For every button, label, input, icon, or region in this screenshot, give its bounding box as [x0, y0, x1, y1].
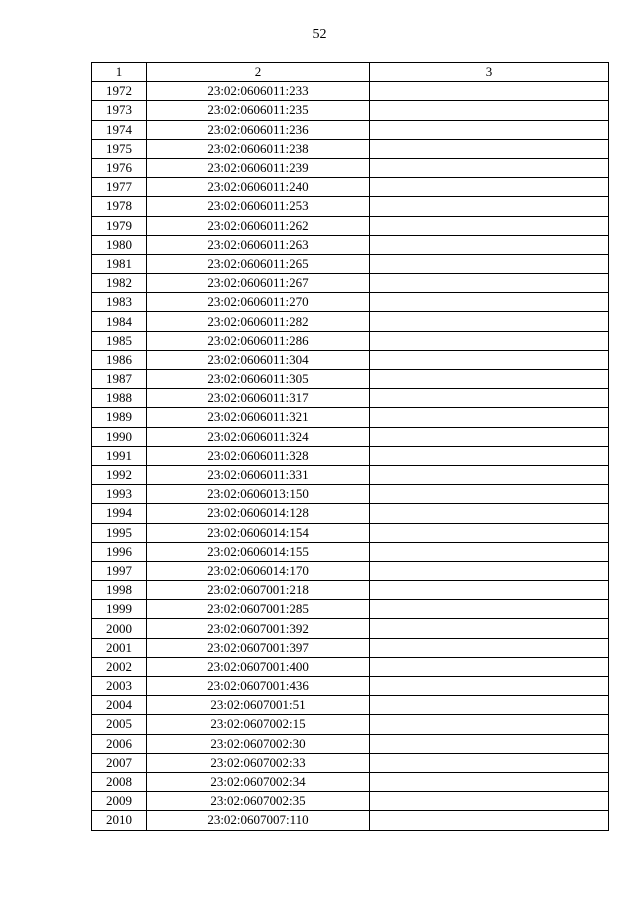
empty-cell — [370, 523, 609, 542]
cadastral-number-cell: 23:02:0606011:233 — [147, 82, 370, 101]
cadastral-number-cell: 23:02:0606011:304 — [147, 350, 370, 369]
table-row — [92, 715, 609, 734]
table-row — [92, 523, 609, 542]
empty-cell — [370, 293, 609, 312]
cadastral-number-cell: 23:02:0607001:392 — [147, 619, 370, 638]
row-number-cell: 2009 — [92, 792, 147, 811]
empty-cell — [370, 696, 609, 715]
row-number-cell: 1996 — [92, 542, 147, 561]
cadastral-number-cell: 23:02:0606011:286 — [147, 331, 370, 350]
table-row — [92, 120, 609, 139]
cadastral-number-cell: 23:02:0607002:33 — [147, 753, 370, 772]
row-number-cell: 2004 — [92, 696, 147, 715]
cadastral-number-cell: 23:02:0606011:240 — [147, 178, 370, 197]
table-row — [92, 254, 609, 273]
cadastral-number-cell: 23:02:0607002:34 — [147, 772, 370, 791]
empty-cell — [370, 312, 609, 331]
empty-cell — [370, 427, 609, 446]
cadastral-number-cell: 23:02:0606014:155 — [147, 542, 370, 561]
empty-cell — [370, 772, 609, 791]
row-number-cell: 1983 — [92, 293, 147, 312]
empty-cell — [370, 734, 609, 753]
table-row — [92, 657, 609, 676]
table-row — [92, 312, 609, 331]
row-number-cell: 1992 — [92, 465, 147, 484]
cadastral-number-cell: 23:02:0606011:321 — [147, 408, 370, 427]
empty-cell — [370, 101, 609, 120]
row-number-cell: 1989 — [92, 408, 147, 427]
table-row — [92, 197, 609, 216]
cadastral-number-cell: 23:02:0606011:236 — [147, 120, 370, 139]
column-header-3: 3 — [370, 63, 609, 82]
cadastral-number-cell: 23:02:0606011:262 — [147, 216, 370, 235]
empty-cell — [370, 331, 609, 350]
cadastral-number-cell: 23:02:0606014:170 — [147, 561, 370, 580]
cadastral-number-cell: 23:02:0606011:239 — [147, 158, 370, 177]
cadastral-number-cell: 23:02:0607001:436 — [147, 677, 370, 696]
empty-cell — [370, 600, 609, 619]
empty-cell — [370, 408, 609, 427]
table-row — [92, 101, 609, 120]
empty-cell — [370, 446, 609, 465]
table-row — [92, 216, 609, 235]
row-number-cell: 2007 — [92, 753, 147, 772]
empty-cell — [370, 657, 609, 676]
table-row — [92, 600, 609, 619]
empty-cell — [370, 216, 609, 235]
cadastral-number-cell: 23:02:0607001:400 — [147, 657, 370, 676]
row-number-cell: 1994 — [92, 504, 147, 523]
table-row — [92, 158, 609, 177]
empty-cell — [370, 197, 609, 216]
row-number-cell: 1997 — [92, 561, 147, 580]
cadastral-number-cell: 23:02:0606014:154 — [147, 523, 370, 542]
row-number-cell: 1975 — [92, 139, 147, 158]
table-header-row — [92, 63, 609, 82]
cadastral-number-cell: 23:02:0606011:331 — [147, 465, 370, 484]
data-table — [91, 62, 609, 831]
row-number-cell: 1993 — [92, 485, 147, 504]
row-number-cell: 1972 — [92, 82, 147, 101]
empty-cell — [370, 753, 609, 772]
row-number-cell: 1998 — [92, 581, 147, 600]
table-row — [92, 542, 609, 561]
empty-cell — [370, 504, 609, 523]
row-number-cell: 2010 — [92, 811, 147, 830]
table-row — [92, 235, 609, 254]
table-row — [92, 696, 609, 715]
cadastral-number-cell: 23:02:0607007:110 — [147, 811, 370, 830]
table-row — [92, 178, 609, 197]
table-row — [92, 408, 609, 427]
table-row — [92, 677, 609, 696]
empty-cell — [370, 350, 609, 369]
empty-cell — [370, 235, 609, 254]
empty-cell — [370, 465, 609, 484]
empty-cell — [370, 139, 609, 158]
row-number-cell: 2006 — [92, 734, 147, 753]
cadastral-number-cell: 23:02:0606011:263 — [147, 235, 370, 254]
row-number-cell: 1976 — [92, 158, 147, 177]
cadastral-number-cell: 23:02:0606011:238 — [147, 139, 370, 158]
cadastral-number-cell: 23:02:0606011:305 — [147, 370, 370, 389]
cadastral-number-cell: 23:02:0606011:270 — [147, 293, 370, 312]
empty-cell — [370, 792, 609, 811]
empty-cell — [370, 158, 609, 177]
row-number-cell: 2003 — [92, 677, 147, 696]
empty-cell — [370, 677, 609, 696]
row-number-cell: 1973 — [92, 101, 147, 120]
cadastral-number-cell: 23:02:0607002:30 — [147, 734, 370, 753]
table-row — [92, 561, 609, 580]
table-header — [92, 63, 609, 82]
empty-cell — [370, 178, 609, 197]
cadastral-number-cell: 23:02:0607002:15 — [147, 715, 370, 734]
empty-cell — [370, 561, 609, 580]
cadastral-number-cell: 23:02:0607002:35 — [147, 792, 370, 811]
empty-cell — [370, 811, 609, 830]
row-number-cell: 2000 — [92, 619, 147, 638]
empty-cell — [370, 254, 609, 273]
table-row — [92, 465, 609, 484]
row-number-cell: 1978 — [92, 197, 147, 216]
table-row — [92, 753, 609, 772]
table-row — [92, 792, 609, 811]
empty-cell — [370, 389, 609, 408]
row-number-cell: 1985 — [92, 331, 147, 350]
cadastral-number-cell: 23:02:0606011:267 — [147, 274, 370, 293]
table-row — [92, 293, 609, 312]
cadastral-number-cell: 23:02:0606011:253 — [147, 197, 370, 216]
empty-cell — [370, 542, 609, 561]
row-number-cell: 1980 — [92, 235, 147, 254]
table-row — [92, 772, 609, 791]
empty-cell — [370, 82, 609, 101]
row-number-cell: 1999 — [92, 600, 147, 619]
row-number-cell: 1987 — [92, 370, 147, 389]
empty-cell — [370, 120, 609, 139]
table-row — [92, 581, 609, 600]
column-header-2: 2 — [147, 63, 370, 82]
cadastral-number-cell: 23:02:0606013:150 — [147, 485, 370, 504]
row-number-cell: 2005 — [92, 715, 147, 734]
table-row — [92, 389, 609, 408]
empty-cell — [370, 274, 609, 293]
row-number-cell: 1991 — [92, 446, 147, 465]
row-number-cell: 1984 — [92, 312, 147, 331]
table-row — [92, 331, 609, 350]
row-number-cell: 1979 — [92, 216, 147, 235]
empty-cell — [370, 638, 609, 657]
table-row — [92, 370, 609, 389]
cadastral-number-cell: 23:02:0606011:235 — [147, 101, 370, 120]
table-row — [92, 139, 609, 158]
table-row — [92, 350, 609, 369]
cadastral-number-cell: 23:02:0607001:285 — [147, 600, 370, 619]
empty-cell — [370, 370, 609, 389]
row-number-cell: 1982 — [92, 274, 147, 293]
cadastral-number-cell: 23:02:0607001:51 — [147, 696, 370, 715]
cadastral-number-cell: 23:02:0606011:265 — [147, 254, 370, 273]
table-row — [92, 82, 609, 101]
table-row — [92, 811, 609, 830]
row-number-cell: 1986 — [92, 350, 147, 369]
row-number-cell: 1977 — [92, 178, 147, 197]
row-number-cell: 1974 — [92, 120, 147, 139]
table-row — [92, 427, 609, 446]
table-body — [92, 82, 609, 830]
cadastral-number-cell: 23:02:0606011:328 — [147, 446, 370, 465]
row-number-cell: 1981 — [92, 254, 147, 273]
table-row — [92, 485, 609, 504]
row-number-cell: 2008 — [92, 772, 147, 791]
row-number-cell: 1988 — [92, 389, 147, 408]
empty-cell — [370, 715, 609, 734]
table-row — [92, 619, 609, 638]
empty-cell — [370, 485, 609, 504]
cadastral-number-cell: 23:02:0606011:324 — [147, 427, 370, 446]
cadastral-number-cell: 23:02:0607001:397 — [147, 638, 370, 657]
cadastral-number-cell: 23:02:0606011:282 — [147, 312, 370, 331]
table-row — [92, 734, 609, 753]
row-number-cell: 2001 — [92, 638, 147, 657]
row-number-cell: 1990 — [92, 427, 147, 446]
row-number-cell: 1995 — [92, 523, 147, 542]
cadastral-number-cell: 23:02:0606014:128 — [147, 504, 370, 523]
cadastral-number-cell: 23:02:0607001:218 — [147, 581, 370, 600]
column-header-1: 1 — [92, 63, 147, 82]
page-number: 52 — [312, 27, 327, 42]
row-number-cell: 2002 — [92, 657, 147, 676]
table-row — [92, 274, 609, 293]
empty-cell — [370, 619, 609, 638]
table-row — [92, 638, 609, 657]
table-row — [92, 504, 609, 523]
empty-cell — [370, 581, 609, 600]
cadastral-number-cell: 23:02:0606011:317 — [147, 389, 370, 408]
table-row — [92, 446, 609, 465]
